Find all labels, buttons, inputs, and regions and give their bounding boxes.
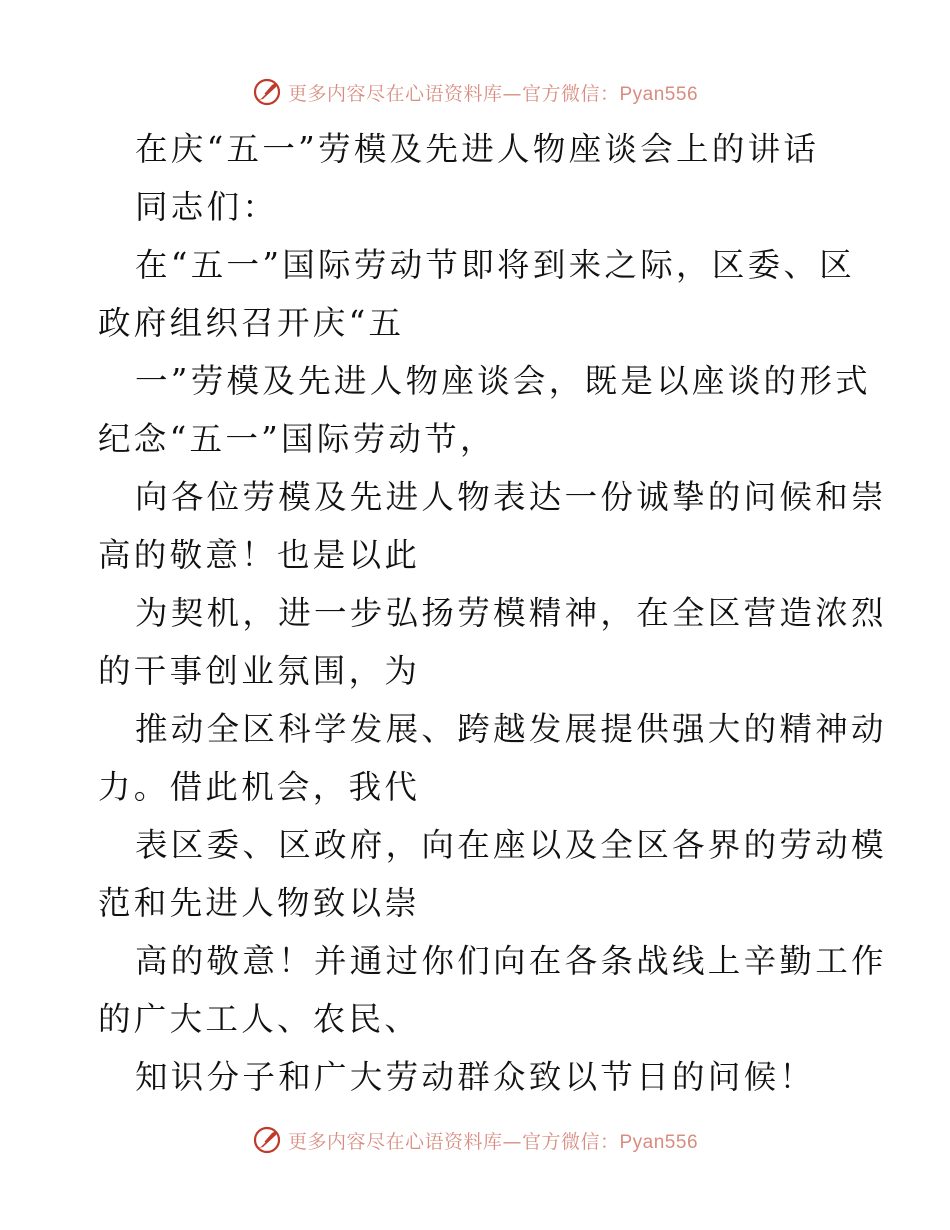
watermark-handle: Pyan556: [619, 83, 699, 105]
paragraph-line: 向各位劳模及先进人物表达一份诚挚的问候和崇: [135, 478, 887, 516]
paragraph-line: 高的敬意！也是以此: [98, 536, 421, 574]
paragraph-line: 一”劳模及先进人物座谈会，既是以座谈的形式: [135, 362, 871, 400]
document-title: 在庆“五一”劳模及先进人物座谈会上的讲话: [135, 130, 820, 168]
header-watermark: [0, 72, 950, 112]
paragraph-line: 知识分子和广大劳动群众致以节日的问候！: [135, 1058, 816, 1096]
feather-pen-logo-icon: [252, 1125, 282, 1155]
paragraph-line: 推动全区科学发展、跨越发展提供强大的精神动: [135, 710, 887, 748]
paragraph-line: 政府组织召开庆“五: [98, 304, 405, 342]
paragraph-line: 的广大工人、农民、: [98, 1000, 421, 1038]
paragraph-line: 的干事创业氛围，为: [98, 652, 421, 690]
paragraph-line: 表区委、区政府，向在座以及全区各界的劳动模: [135, 826, 887, 864]
footer-watermark: [0, 1120, 950, 1160]
paragraph-line: 高的敬意！并通过你们向在各条战线上辛勤工作: [135, 942, 887, 980]
feather-pen-logo-icon: [252, 77, 282, 107]
body-text: [98, 236, 887, 1106]
paragraph-line: 为契机，进一步弘扬劳模精神，在全区营造浓烈: [135, 594, 887, 632]
paragraph-line: 在“五一”国际劳动节即将到来之际，区委、区: [135, 246, 856, 284]
paragraph-line: 纪念“五一”国际劳动节，: [98, 420, 496, 458]
watermark-text: [288, 79, 698, 106]
watermark-handle: Pyan556: [619, 1131, 699, 1153]
paragraph-line: 力。借此机会，我代: [98, 768, 421, 806]
salutation: 同志们：: [135, 188, 279, 226]
document-body: [98, 120, 887, 1106]
paragraph-line: 范和先进人物致以崇: [98, 884, 421, 922]
watermark-text: [288, 1127, 698, 1154]
watermark-site-text: 更多内容尽在心语资料库—官方微信：: [287, 1130, 620, 1153]
watermark-site-text: 更多内容尽在心语资料库—官方微信：: [287, 82, 620, 105]
